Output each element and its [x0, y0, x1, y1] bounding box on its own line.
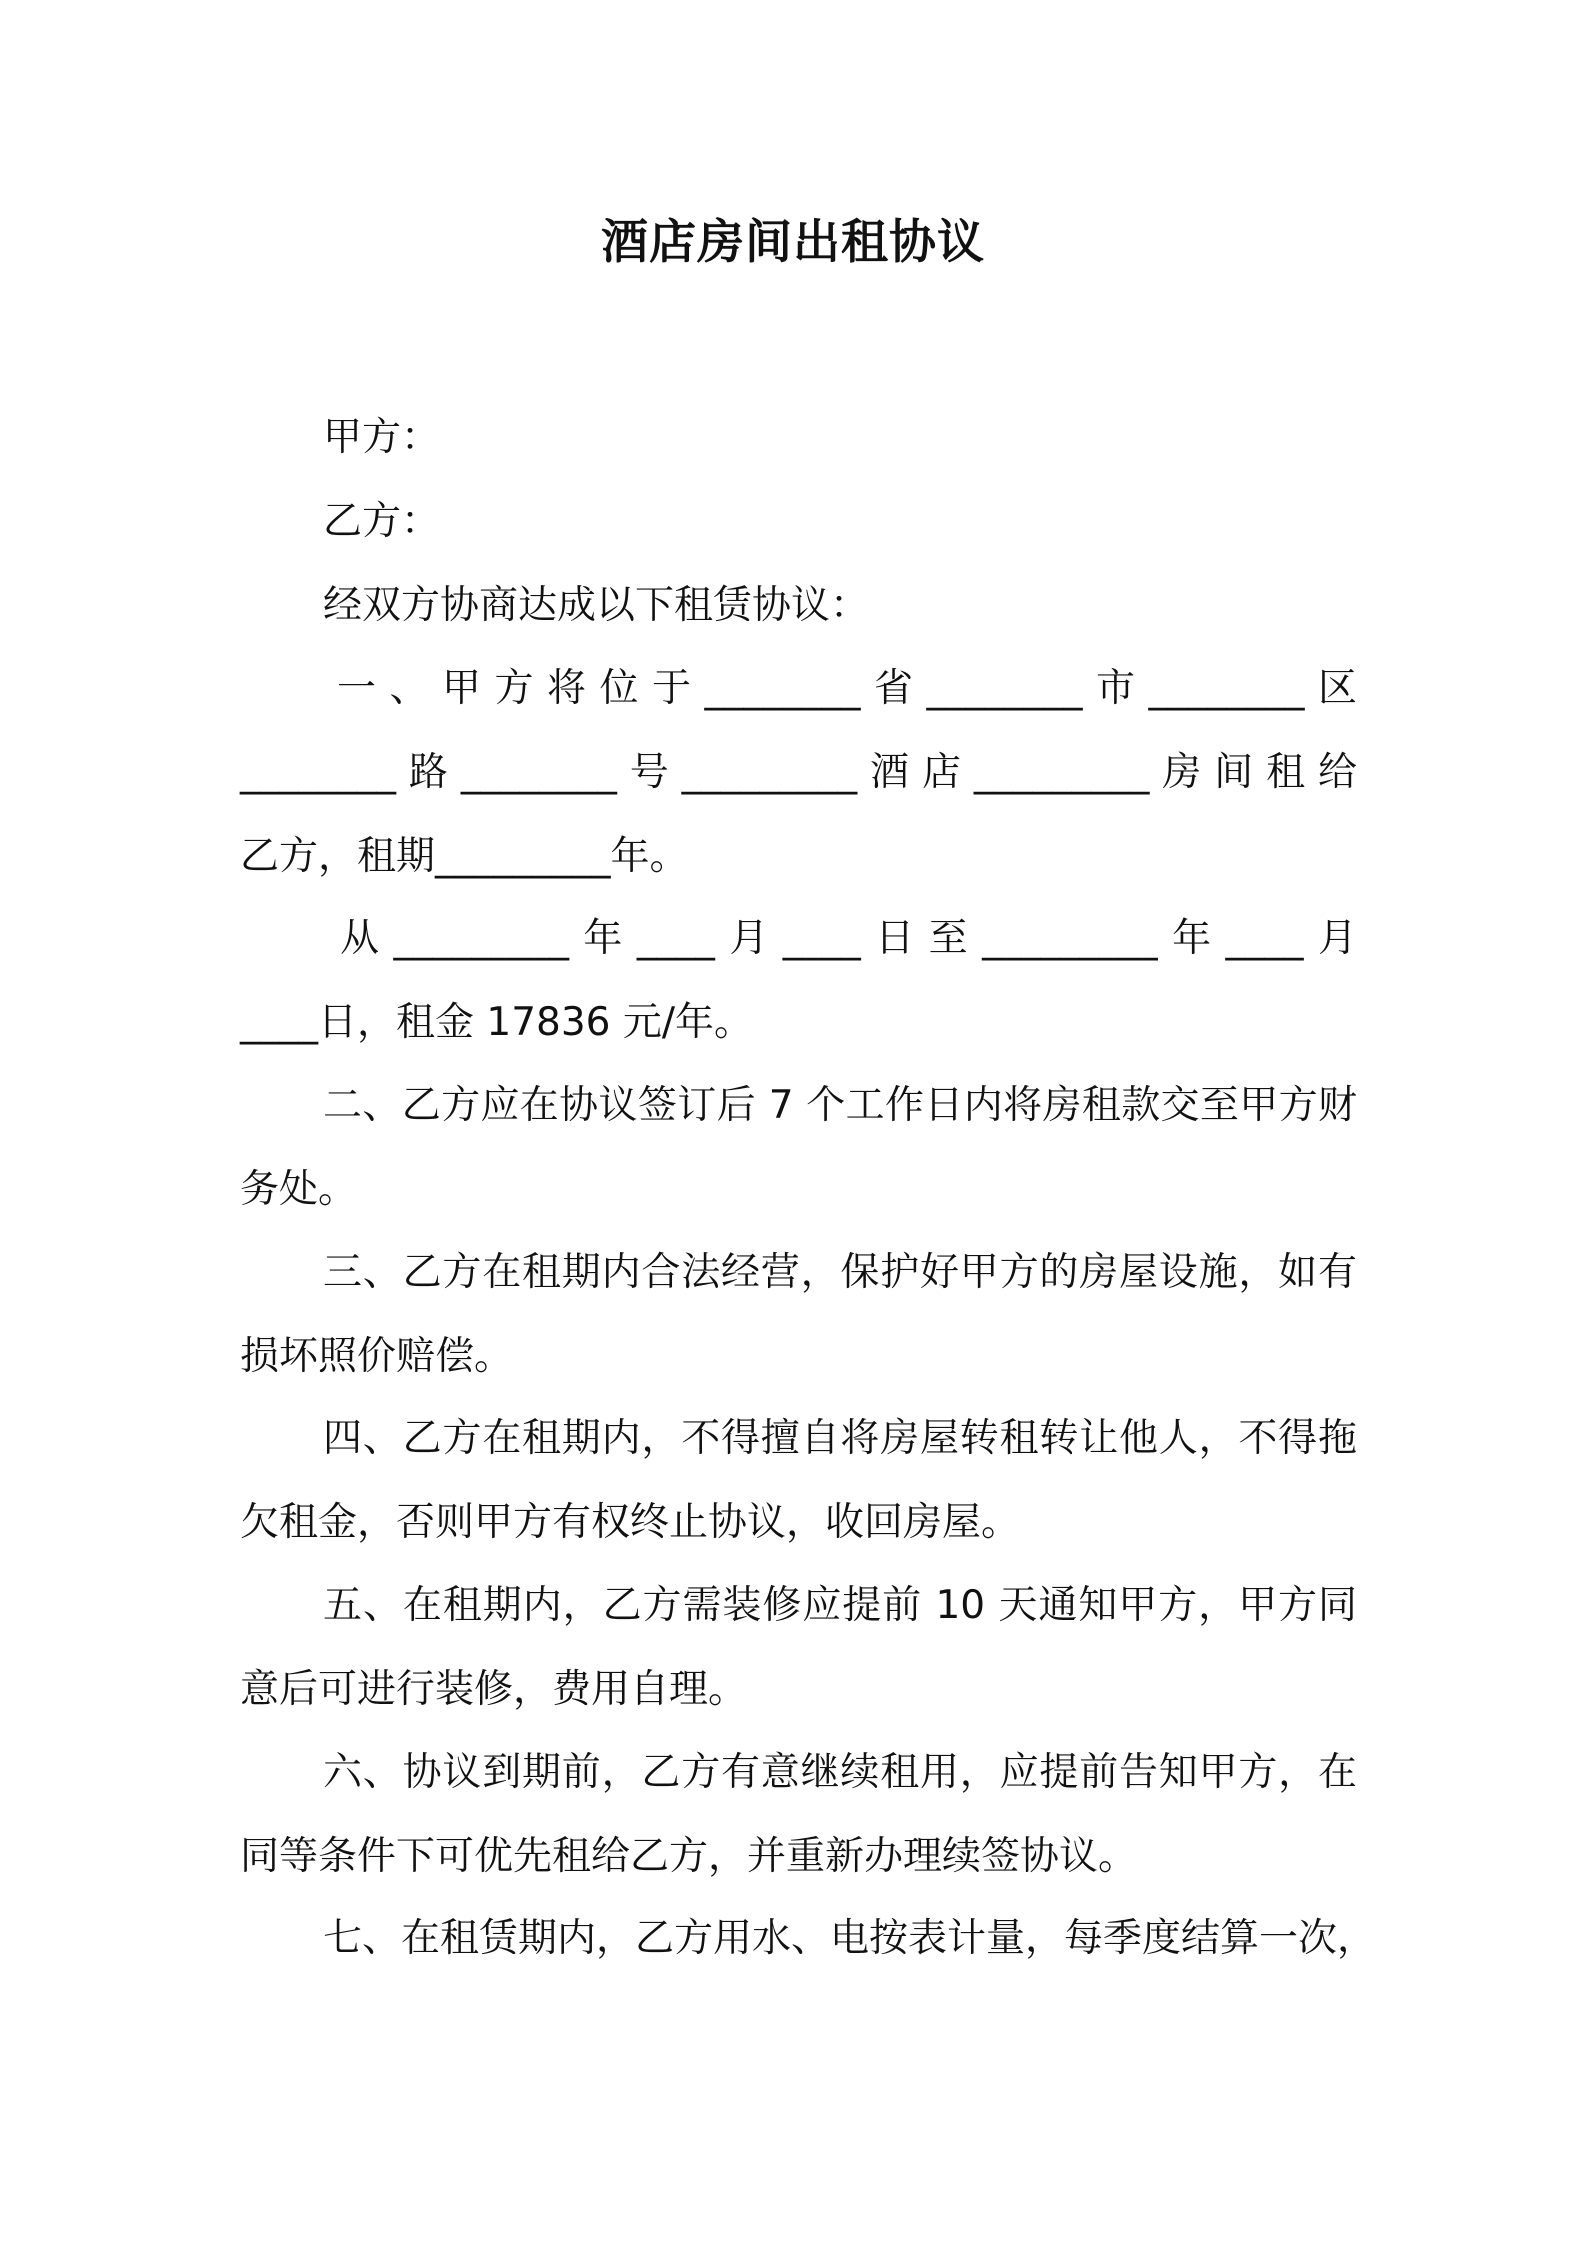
clause-4-line-1: 四、乙方在租期内，不得擅自将房屋转租转让他人，不得拖 [323, 1416, 1357, 1461]
party-a-line: 甲方： [323, 415, 441, 460]
clause-2-line-2: 务处。 [240, 1167, 358, 1212]
clause-6-line-2: 同等条件下可优先租给乙方，并重新办理续签协议。 [240, 1834, 1138, 1879]
preamble-line: 经双方协商达成以下租赁协议： [323, 583, 870, 628]
clause-2-line-1: 二、乙方应在协议签订后 7 个工作日内将房租款交至甲方财 [323, 1083, 1357, 1128]
clause-5-line-2: 意后可进行装修，费用自理。 [240, 1667, 748, 1712]
clause-1-date-line-1: 从_________年____月____日至_________年____月 [340, 916, 1357, 961]
clause-3-line-1: 三、乙方在租期内合法经营，保护好甲方的房屋设施，如有 [323, 1250, 1357, 1295]
clause-3-line-2: 损坏照价赔偿。 [240, 1334, 514, 1379]
party-b-line: 乙方： [323, 499, 441, 544]
clause-5-line-1: 五、在租期内，乙方需装修应提前 10 天通知甲方，甲方同 [323, 1583, 1357, 1628]
clause-1-line-2: ________路________号_________酒店_________房间租给 [240, 750, 1357, 795]
clause-7-line-1: 七、在租赁期内，乙方用水、电按表计量，每季度结算一次， [323, 1916, 1377, 1961]
clause-4-line-2: 欠租金，否则甲方有权终止协议，收回房屋。 [240, 1500, 1021, 1545]
page-title: 酒店房间出租协议 [601, 215, 985, 270]
clause-1-line-3: 乙方，租期_________年。 [240, 834, 689, 879]
clause-1-line-1: 一、甲方将位于________省________市________区 [337, 666, 1357, 711]
clause-6-line-1: 六、协议到期前，乙方有意继续租用，应提前告知甲方，在 [323, 1750, 1357, 1795]
clause-1-date-line-2: ____日，租金 17836 元/年。 [240, 1000, 753, 1045]
